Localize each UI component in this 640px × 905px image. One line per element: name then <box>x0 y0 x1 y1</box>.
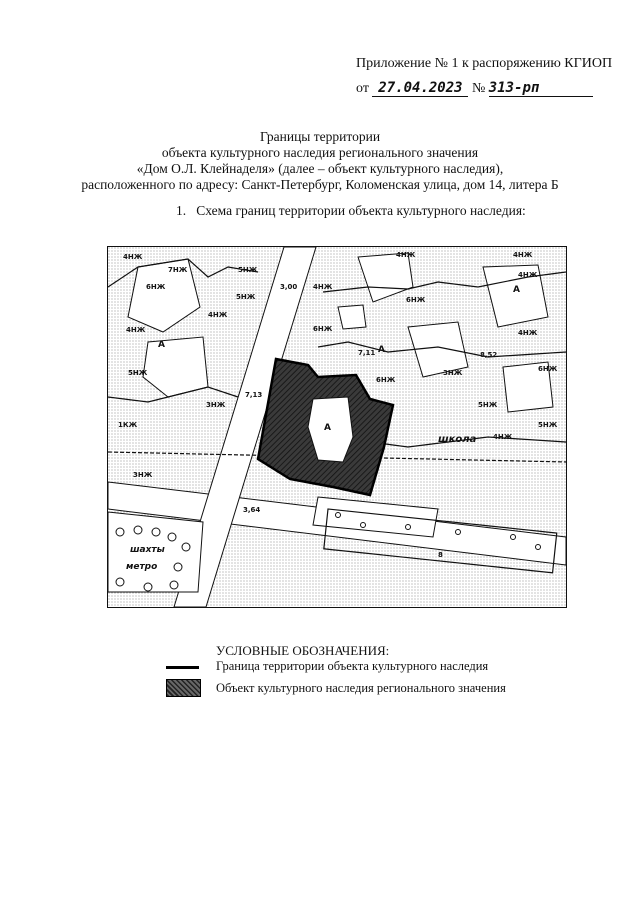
handwritten-date: 27.04.2023 <box>372 80 468 97</box>
title-line-3: «Дом О.Л. Клейнаделя» (далее – объект культурного наследия), <box>136 161 504 176</box>
map-label: 5НЖ <box>236 293 256 301</box>
map-label: 6НЖ <box>376 376 396 384</box>
map-label: 3НЖ <box>133 471 153 479</box>
map-label: 3,64 <box>243 506 261 514</box>
section-heading <box>176 203 526 219</box>
handwritten-order-number: 313-рп <box>489 80 593 97</box>
document-title <box>0 129 640 193</box>
map-drawing <box>108 247 566 607</box>
map-label: 4НЖ <box>518 271 538 279</box>
map-label: 4НЖ <box>518 329 538 337</box>
map-label: 4НЖ <box>493 433 513 441</box>
legend-swatch-boundary <box>166 666 199 669</box>
map-label: 6НЖ <box>313 325 333 333</box>
appendix-line: Приложение № 1 к распоряжению КГИОП <box>356 56 613 71</box>
map-label: 5НЖ <box>128 369 148 377</box>
map-label: 4НЖ <box>208 311 228 319</box>
map-label: 4НЖ <box>513 251 533 259</box>
map-label: А <box>324 423 331 433</box>
map-label: 6НЖ <box>538 365 558 373</box>
map-label: 4НЖ <box>126 326 146 334</box>
courtyard-6 <box>338 305 366 329</box>
map-label: 3,00 <box>280 283 298 291</box>
map-label: 3НЖ <box>443 369 463 377</box>
map-label: 4НЖ <box>313 283 333 291</box>
legend-swatch-heritage-object <box>166 679 201 697</box>
legend-item-boundary: Граница территории объекта культурного наследия <box>216 659 489 673</box>
from-prefix: от <box>356 81 369 96</box>
title-line-4: расположенного по адресу: Санкт-Петербург, Коломенская улица, дом 14, литера Б <box>81 177 559 192</box>
map-label-metro-shafts-1: шахты <box>130 545 165 555</box>
map-label: А <box>378 345 385 355</box>
boundary-scheme-map <box>107 246 567 608</box>
map-label: 8 <box>438 551 443 559</box>
section-heading-text: Схема границ территории объекта культурного наследия: <box>196 203 526 218</box>
order-date-number-line <box>356 80 593 97</box>
legend-item-heritage-object: Объект культурного наследия регионального значения <box>216 681 506 695</box>
map-label: 5НЖ <box>538 421 558 429</box>
map-label: 5НЖ <box>478 401 498 409</box>
map-label: 1КЖ <box>118 421 138 429</box>
map-label-school: школа <box>438 434 477 445</box>
number-sign: № <box>471 81 486 96</box>
map-label: 7,13 <box>245 391 263 399</box>
map-label-metro-shafts-2: метро <box>126 562 158 572</box>
map-label: 4НЖ <box>123 253 143 261</box>
map-label: 5НЖ <box>238 266 258 274</box>
map-label: 7,11 <box>358 349 376 357</box>
section-number: 1. <box>176 203 187 218</box>
legend-heading: УСЛОВНЫЕ ОБОЗНАЧЕНИЯ: <box>216 643 390 658</box>
title-line-2: объекта культурного наследия регионального значения <box>161 145 479 160</box>
map-label: 3НЖ <box>206 401 226 409</box>
title-line-1: Границы территории <box>259 129 381 144</box>
map-label: А <box>158 340 165 350</box>
map-label: 6НЖ <box>406 296 426 304</box>
map-label: 4НЖ <box>396 251 416 259</box>
map-label: 8,52 <box>480 351 498 359</box>
map-label: 7НЖ <box>168 266 188 274</box>
map-label: А <box>513 285 520 295</box>
map-label: 6НЖ <box>146 283 166 291</box>
